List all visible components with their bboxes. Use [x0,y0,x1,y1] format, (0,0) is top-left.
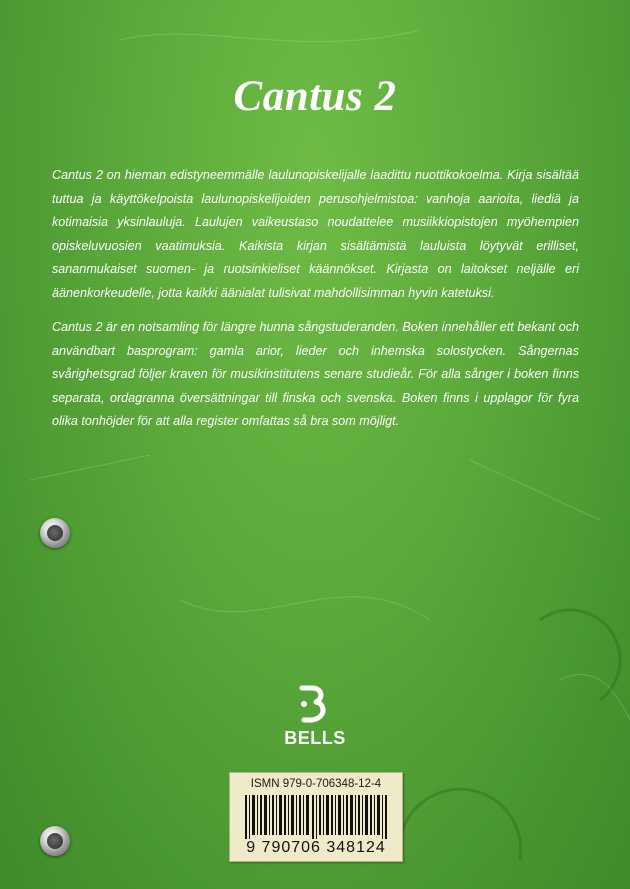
barcode-digits: 9 790706 348124 [246,839,386,856]
grommet-icon [40,518,70,548]
bells-logo-icon [298,684,332,724]
barcode-label [229,772,403,862]
description-finnish: Cantus 2 on hieman edistyneemmälle laulunopiskelijalle laadittu nuottikokoelma. Kirja sisältää tuttua ja käyttökelpoista laulunopiskelijoiden perusohjelmistoa: vanhoja aarioita, liediä ja kotimaisia yksinlauluja. Laulujen vaikeustaso noudattelee musiikkiopistojen myöhempien opiskeluvuosien vaatimuksia. Kaikista kirjan sisältämistä lauluista löytyvät erilliset, sananmukaiset suomen- ja ruotsinkieliset käännökset. Kirjasta on laitokset neljälle eri äänenkorkeudelle, jotta kaikki äänialat tulisivat mahdollisimman hyvin katetuksi. [52,168,579,300]
publisher-name: BELLS [284,728,346,748]
description-swedish: Cantus 2 är en notsamling för längre hunna sångstuderanden. Boken innehåller ett bekant och användbart basprogram: gamla arior, lieder och inhemska solostycken. Sångernas svårighetsgrad följer kraven för musikinstitutens senare studieår. För alla sånger i boken finns separata, ordagranna översättningar till finska och svenska. Boken finns i upplagor för fyra olika tonhöjder för att alla register omfattas så bra som möjligt. [52,320,579,429]
barcode-icon [245,795,387,839]
publisher-logo [280,684,350,754]
grommet-icon [40,826,70,856]
book-title: Cantus 2 [233,73,397,120]
ismn-number: ISMN 979-0-706348-12-4 [250,778,382,790]
